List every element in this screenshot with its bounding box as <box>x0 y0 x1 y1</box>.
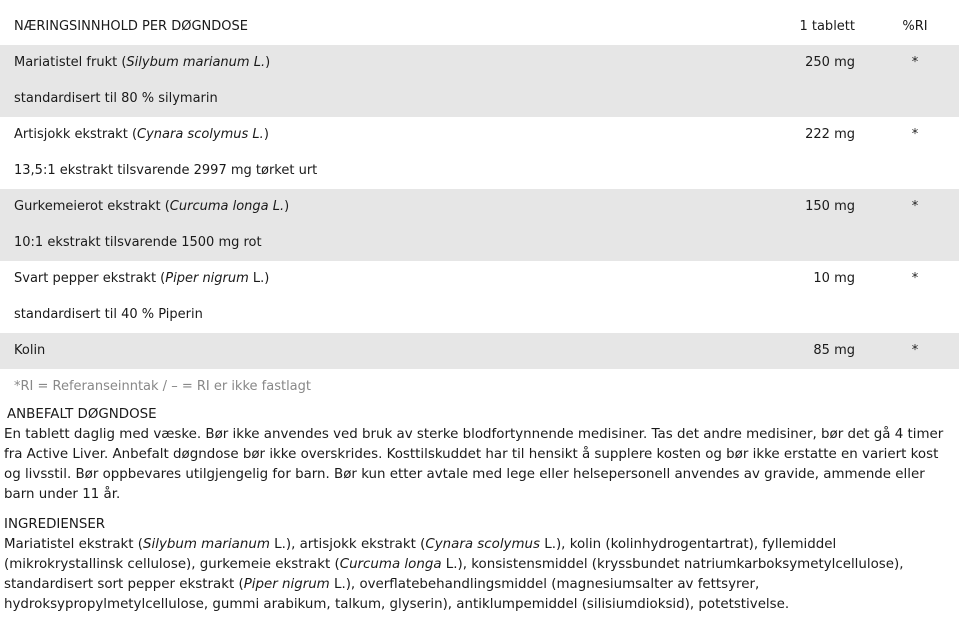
header-amount: 1 tablett <box>799 19 855 34</box>
ingredient-name: Svart pepper ekstrakt (Piper nigrum L.) <box>14 271 270 286</box>
ingredients-heading: INGREDIENSER <box>4 517 106 532</box>
table-row <box>0 189 959 225</box>
ingredient-detail: 13,5:1 ekstrakt tilsvarende 2997 mg tørket urt <box>14 163 318 178</box>
dosage-heading: ANBEFALT DØGNDOSE <box>7 407 157 422</box>
ingredient-name: Artisjokk ekstrakt (Cynara scolymus L.) <box>14 127 269 142</box>
table-row-detail <box>0 225 959 261</box>
nutrition-table <box>0 9 959 369</box>
ingredient-detail: 10:1 ekstrakt tilsvarende 1500 mg rot <box>14 235 262 250</box>
ingredient-amount: 85 mg <box>813 343 855 358</box>
table-header-row <box>0 9 959 45</box>
ingredient-ri: * <box>911 271 919 286</box>
ingredient-ri: * <box>911 199 919 214</box>
table-row <box>0 261 959 297</box>
dosage-text: En tablett daglig med væske. Bør ikke anvendes ved bruk av sterke blodfortynnende medisiner. Tas det andre medisiner, bør det gå 4 timer fra Active Liver. Anbefalt døgndose bør ikke overskrides. Kosttilskuddet har til hensikt å supplere kosten og bør ikke erstatte en variert kost og livsstil. Bør oppbevares utilgjengelig for barn. Bør kun etter avtale med lege eller helsepersonell anvendes av gravide, ammende eller barn under 11 år. <box>4 427 944 502</box>
table-row <box>0 117 959 153</box>
header-name: NÆRINGSINNHOLD PER DØGNDOSE <box>14 19 248 34</box>
ingredient-detail: standardisert til 80 % silymarin <box>14 91 218 106</box>
table-row <box>0 45 959 81</box>
header-ri: %RI <box>902 19 928 34</box>
ingredient-name: Kolin <box>14 343 46 358</box>
text-sections <box>4 405 959 615</box>
ingredient-ri: * <box>911 343 919 358</box>
table-row <box>0 333 959 369</box>
ingredient-name: Gurkemeierot ekstrakt (Curcuma longa L.) <box>14 199 290 214</box>
ingredient-ri: * <box>911 55 919 70</box>
ingredient-amount: 10 mg <box>813 271 855 286</box>
table-row-detail <box>0 81 959 117</box>
table-row-detail <box>0 297 959 333</box>
ingredient-detail: standardisert til 40 % Piperin <box>14 307 203 322</box>
ingredient-name: Mariatistel frukt (Silybum marianum L.) <box>14 55 271 70</box>
ingredient-amount: 222 mg <box>805 127 855 142</box>
ingredient-ri: * <box>911 127 919 142</box>
ingredient-amount: 250 mg <box>805 55 855 70</box>
ingredients-text: Mariatistel ekstrakt (Silybum marianum L.), artisjokk ekstrakt (Cynara scolymus L.), kolin (kolinhydrogentartrat), fyllemiddel (mikrokrystallinsk cellulose), gurkemeie ekstrakt (Curcuma longa L.), konsistensmiddel (kryssbundet natriumkarboksymetylcellulose), standardisert sort pepper ekstrakt (Piper nigrum L.), overflatebehandlingsmiddel (magnesiumsalter av fettsyrer, hydroksypropylmetylcellulose, gummi arabikum, talkum, glyserin), antiklumpemiddel (silisiumdioksid), potetstivelse. <box>4 537 904 612</box>
ri-footnote: *RI = Referanseinntak / – = RI er ikke fastlagt <box>14 379 312 394</box>
table-row-detail <box>0 153 959 189</box>
ingredient-amount: 150 mg <box>805 199 855 214</box>
